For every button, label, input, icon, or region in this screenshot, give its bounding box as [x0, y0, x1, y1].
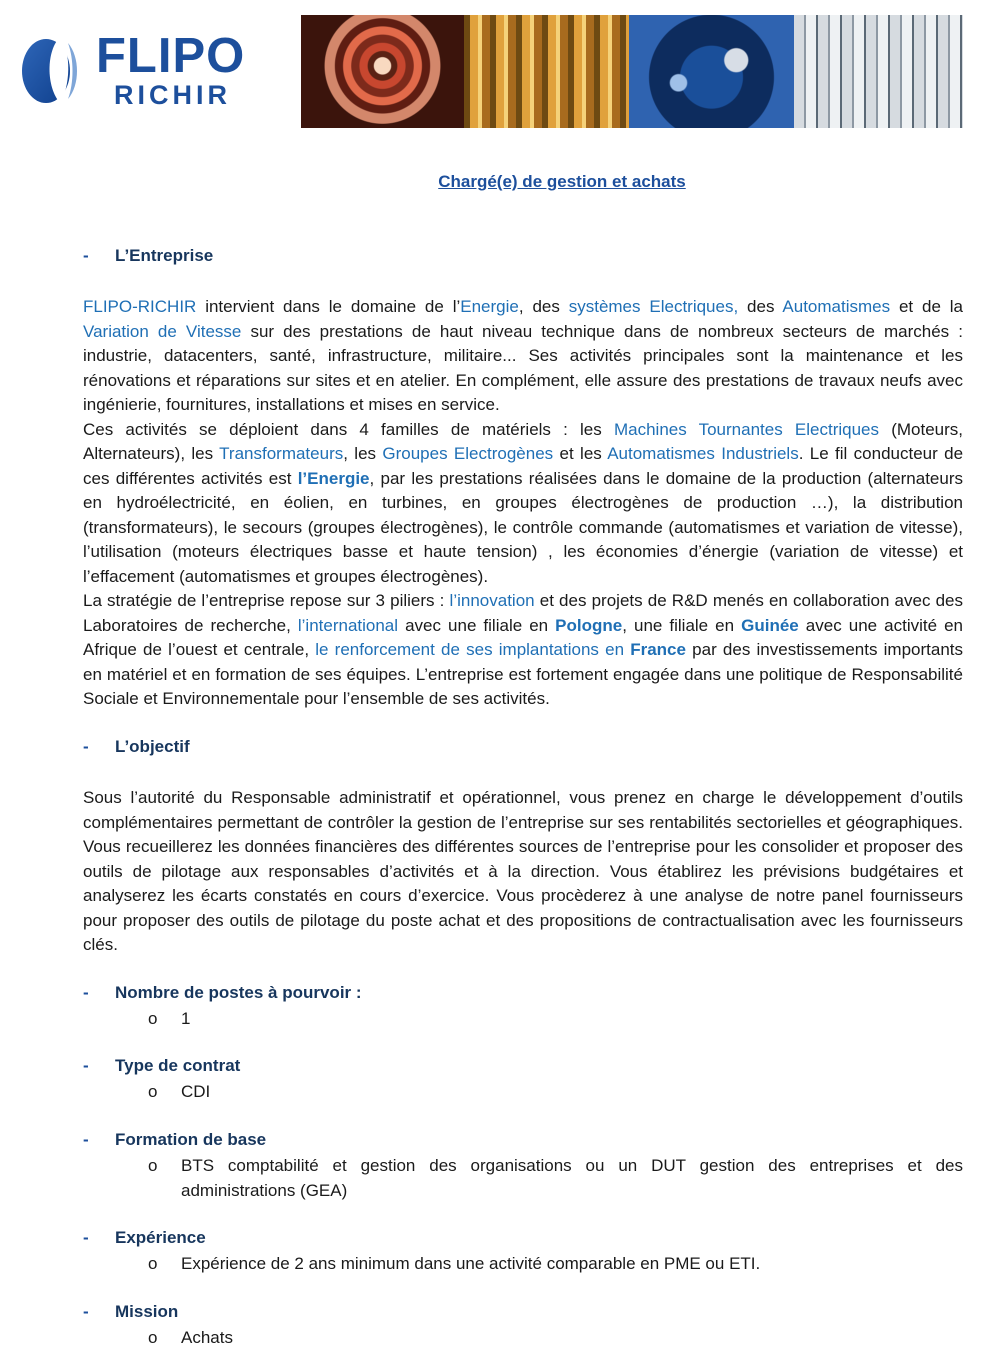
text-span: Ces activités se déploient dans 4 familles de matériels : les	[83, 419, 614, 439]
heading-label: L’objectif	[115, 737, 190, 756]
contrat-item	[148, 1080, 963, 1105]
banner-photo-transformer	[464, 15, 629, 128]
contrat-value: CDI	[181, 1082, 211, 1101]
section-heading-mission	[83, 1302, 178, 1322]
logo-text-richir: RICHIR	[114, 80, 231, 110]
highlight-automatismes: Automatismes	[782, 297, 891, 316]
text-span: et de la	[890, 297, 964, 316]
entreprise-paragraph-3	[83, 589, 963, 712]
circle-bullet: o	[148, 1254, 158, 1273]
circle-bullet: o	[148, 1156, 158, 1175]
entreprise-paragraph-2	[83, 418, 963, 590]
text-span: , les	[343, 444, 383, 463]
text-span: des	[738, 297, 783, 316]
highlight-automatismes-industriels: Automatismes Industriels	[607, 444, 799, 463]
text-span: intervient dans le domaine de l’	[196, 297, 461, 316]
circle-bullet: o	[148, 1009, 158, 1028]
text-span: sur des prestations de haut niveau technique dans de nombreux secteurs de marchés : industrie, datacenters, santé, infrastructure, militaire... Ses activités principales sont la maintenance et les rénovations et réparations sur sites et en atelier. En complément, elle assure des prestations de travaux neufs avec ingénierie, fournitures, installations et mises en service.	[83, 321, 963, 414]
entreprise-paragraphs	[83, 295, 963, 712]
heading-label: Mission	[115, 1302, 179, 1321]
circle-bullet: o	[148, 1328, 158, 1347]
dash-bullet: -	[83, 1302, 89, 1321]
text-span: et des projets de R&D menés en collaboration avec des Laboratoires de recherche,	[83, 591, 963, 635]
dash-bullet: -	[83, 246, 89, 265]
heading-label: Type de contrat	[115, 1056, 241, 1075]
text-span: , une filiale en	[622, 615, 742, 635]
text-span: avec une activité en Afrique de l’ouest et centrale,	[83, 615, 963, 659]
heading-label: L’Entreprise	[115, 246, 214, 265]
section-heading-entreprise	[83, 246, 213, 266]
dash-bullet: -	[83, 1228, 89, 1247]
text-span: avec une filiale en	[398, 615, 556, 635]
mission-item	[148, 1326, 963, 1351]
highlight-machines: Machines Tournantes Electriques	[613, 419, 880, 439]
header-photo-banner	[301, 15, 963, 128]
highlight-groupes: Groupes Electrogènes	[382, 444, 554, 463]
text-span: , par les prestations réalisées dans le domaine de la production (alternateurs en hydroélectricité, en éolien, en turbines, en groupes électrogènes de production …), la distribution (transformateurs), le secours (groupes électrogènes), le contrôle commande (automatismes et variation de vitesse), l’utilisation (moteurs électriques basse et haute tension) , les économies d’énergie (variation de vitesse) et l’effacement (automatismes et groupes électrogènes).	[83, 468, 963, 586]
text-span: et les	[553, 444, 608, 463]
dash-bullet: -	[83, 737, 89, 756]
highlight-transformateurs: Transformateurs	[219, 444, 344, 463]
highlight-france: France	[630, 640, 686, 659]
banner-photo-electrical-cabinet	[794, 15, 963, 128]
section-heading-postes	[83, 983, 362, 1003]
highlight-systemes: systèmes Electriques,	[568, 297, 739, 316]
heading-label: Expérience	[115, 1228, 206, 1247]
logo-text-flipo: FLIPO	[96, 29, 246, 83]
experience-value: Expérience de 2 ans minimum dans une activité comparable en PME ou ETI.	[181, 1254, 761, 1273]
mission-value: Achats	[181, 1328, 233, 1347]
highlight-international: l’international	[297, 615, 399, 635]
section-heading-experience	[83, 1228, 206, 1248]
objectif-paragraph: Sous l’autorité du Responsable administratif et opérationnel, vous prenez en charge le développement d’outils complémentaires permettant de contrôler la gestion de l’entreprise sur ses rentabilités sectorielles et géographiques. Vous recueillerez les données financières des différentes sources de l’entreprise pour les consolider et proposer des outils de pilotage aux responsables d’activités et à la direction. Vous établirez les prévisions budgétaires et analyserez les écarts constatés en cours d’exercice. Vous procèderez à une analyse de notre panel fournisseurs pour proposer des outils de pilotage du poste achat et des propositions de contractualisation avec les fournisseurs clés.	[83, 788, 963, 954]
postes-value: 1	[181, 1009, 191, 1028]
page-header	[0, 0, 998, 140]
logo-mark-icon	[16, 33, 88, 105]
circle-bullet: o	[148, 1082, 158, 1101]
dash-bullet: -	[83, 983, 89, 1002]
page-title: Chargé(e) de gestion et achats	[438, 172, 686, 191]
highlight-innovation: l’innovation	[449, 591, 535, 610]
section-heading-contrat	[83, 1056, 240, 1076]
flipo-richir-logo	[12, 30, 272, 110]
section-heading-formation	[83, 1130, 266, 1150]
dash-bullet: -	[83, 1056, 89, 1075]
dash-bullet: -	[83, 1130, 89, 1149]
company-name: FLIPO-RICHIR	[83, 297, 197, 316]
highlight-variation: Variation de Vitesse	[83, 321, 242, 341]
text-span: La stratégie de l’entreprise repose sur 3 piliers :	[83, 591, 450, 610]
text-span: (Moteurs, Alternateurs), les	[83, 419, 963, 463]
banner-photo-engine	[629, 15, 794, 128]
text-span: . Le fil conducteur de ces différentes activités est	[83, 444, 964, 488]
heading-label: Formation de base	[115, 1130, 267, 1149]
highlight-renforcement: le renforcement de ses implantations en	[315, 640, 631, 659]
text-span: , des	[518, 297, 569, 316]
entreprise-paragraph-1	[83, 295, 963, 418]
highlight-energie: Energie	[460, 297, 519, 316]
postes-item	[148, 1007, 963, 1032]
text-span: par des investissements importants en matériel et en formation de ses équipes. L’entreprise est fortement engagée dans une politique de Responsabilité Sociale et Environnementale pour l’ensemble de ses activités.	[83, 640, 964, 708]
heading-label: Nombre de postes à pourvoir :	[115, 983, 362, 1002]
section-heading-objectif	[83, 737, 190, 757]
highlight-pologne: Pologne	[555, 615, 623, 635]
formation-item	[148, 1154, 963, 1203]
banner-photo-stator	[301, 15, 464, 128]
highlight-guinee: Guinée	[741, 615, 799, 635]
experience-item	[148, 1252, 963, 1277]
formation-value: BTS comptabilité et gestion des organisations ou un DUT gestion des entreprises et des administrations (GEA)	[181, 1156, 963, 1200]
highlight-l-energie: l’Energie	[297, 468, 370, 488]
